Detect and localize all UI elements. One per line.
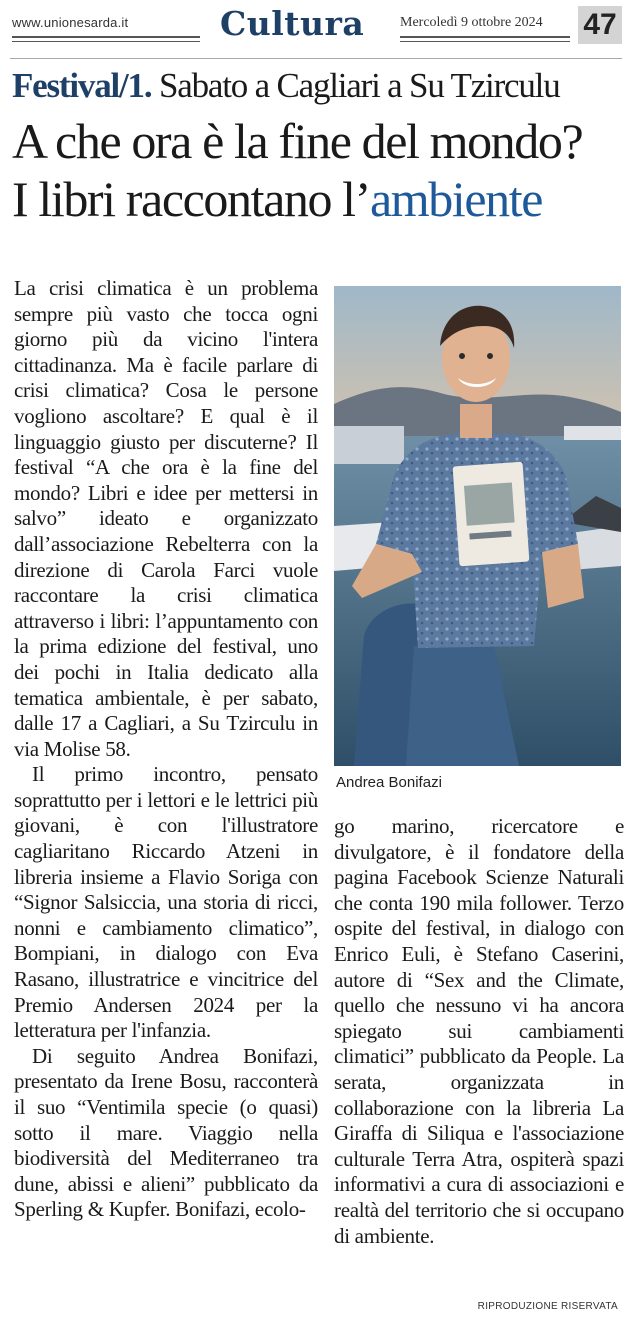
site-url[interactable]: www.unionesarda.it <box>12 15 129 30</box>
paragraph-bonifazi: Di seguito Andrea Bonifazi, presentato da Irene Bosu, racconterà il suo “Ventimila specie (o quasi) sotto il mare. Viaggio nella biodiversità del Mediterraneo tra dune, abissi e alieni” pubblicato da Sperling & Kupfer. Bonifazi, ecolo- <box>14 1043 318 1222</box>
page-header <box>10 6 622 46</box>
photo-caption: Andrea Bonifazi <box>336 774 442 791</box>
header-rule-right <box>400 36 570 38</box>
kicker-label: Festival/1. <box>12 66 152 105</box>
headline-line-1: A che ora è la fine del mondo? <box>12 113 583 169</box>
issue-date: Mercoledì 9 ottobre 2024 <box>400 15 543 30</box>
article-column-1 <box>14 276 318 1223</box>
portrait-illustration <box>334 286 621 766</box>
paragraph-first-meeting: Il primo incontro, pensato soprattutto per i lettori e le lettrici più giovani, è con l'illustratore cagliaritano Riccardo Atzeni in libreria insieme a Flavio Soriga con “Signor Salsiccia, una storia di ricci, nonni e cambiamento climatico”, Bompiani, in dialogo con Eva Rasano, illustratrice e vincitrice del Premio Andersen 2024 per la letteratura per l'infanzia. <box>14 762 318 1043</box>
headline-prefix: I libri raccontano l’ <box>12 171 370 227</box>
headline-highlight: ambiente <box>369 171 542 227</box>
article-kicker <box>12 66 560 106</box>
headline-line-2 <box>12 170 582 228</box>
article-column-2 <box>334 814 624 1249</box>
kicker-text: Sabato a Cagliari a Su Tzirculu <box>158 66 560 105</box>
header-rule-right-thin <box>400 41 570 42</box>
reproduction-notice: RIPRODUZIONE RISERVATA <box>477 1301 618 1312</box>
header-rule-left-thin <box>12 41 200 42</box>
paragraph-intro: La crisi climatica è un problema sempre più vasto che tocca ogni giorno più da vicino l'intera cittadinanza. Ma è facile parlare di crisi climatica? Cosa le persone vogliono ascoltare? E qual è il linguaggio giusto per discuterne? Il festival “A che ora è la fine del mondo? Libri e idee per mettersi in salvo” ideato e organizzato dall’associazione Rebelterra con la direzione di Carola Farci vuole raccontare la crisi climatica attraverso i libri: l’appuntamento con la prima edizione del festival, uno dei pochi in Italia dedicato alla tematica ambientale, è per sabato, dalle 17 a Cagliari, a Su Tzirculu in via Molise 58. <box>14 276 318 761</box>
page-number: 47 <box>578 6 622 44</box>
section-title: Cultura <box>220 4 365 43</box>
header-divider <box>10 58 622 59</box>
header-rule-left <box>12 36 200 38</box>
paragraph-continuation: go marino, ricercatore e divulgatore, è il fondatore della pagina Facebook Scienze Naturali che conta 190 mila follower. Terzo ospite del festival, in dialogo con Enrico Euli, è Stefano Caserini, autore di “Sex and the Climate, quello che nessuno vi ha ancora spiegato sui cambiamenti climatici” pubblicato da People. La serata, organizzata in collaborazione con la libreria La Giraffa di Siliqua e l'associazione culturale Terra Atra, ospiterà spazi informativi a cura di associazioni e realtà del territorio che si occupano di ambiente. <box>334 814 624 1248</box>
article-headline <box>12 112 582 228</box>
article-photo <box>334 286 621 766</box>
